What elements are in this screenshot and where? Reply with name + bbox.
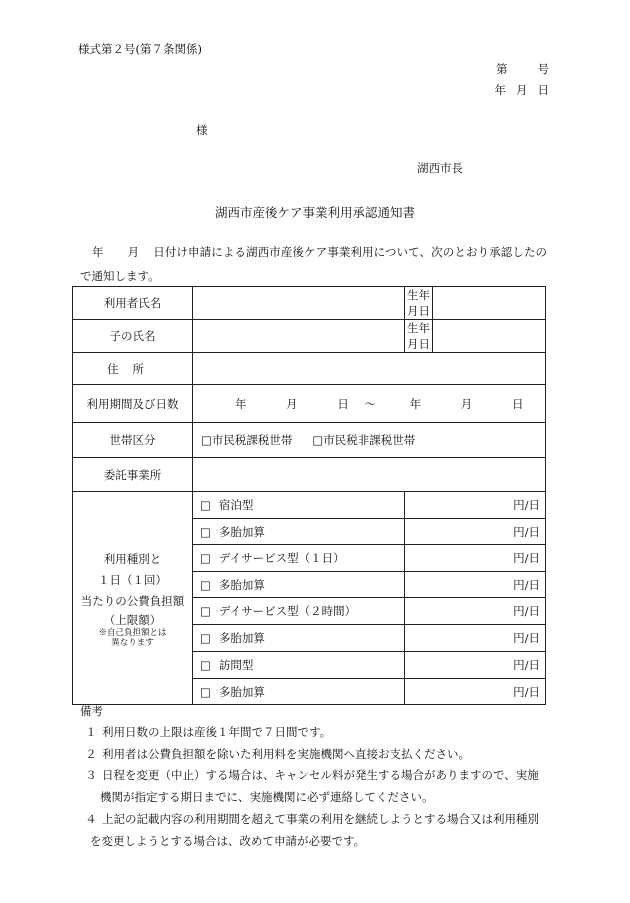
approval-table xyxy=(72,286,546,705)
remark-text: 利用者は公費負担額を除いた利用料を実施機関へ直接お支払ください。 xyxy=(102,747,470,761)
usage-rate: 円/日 xyxy=(405,652,546,679)
intro-paragraph xyxy=(80,240,550,288)
usage-option-label: 多胎加算 xyxy=(218,577,265,592)
remark-text: 上記の記載内容の利用期間を超えて事業の利用を継続しようとする場合又は利用種別 xyxy=(102,812,539,826)
child-name-value[interactable] xyxy=(193,320,405,353)
usage-option-day-service-2hours[interactable] xyxy=(193,598,405,625)
checkbox-icon[interactable]: □ xyxy=(200,498,211,512)
usage-option-multiple-birth-2[interactable] xyxy=(193,572,405,598)
household-label: 世帯区分 xyxy=(73,423,193,458)
usage-option-home-visit[interactable] xyxy=(193,652,405,679)
usage-option-label: 多胎加算 xyxy=(218,684,265,699)
period-label: 利用期間及び日数 xyxy=(73,385,193,423)
period-month-2: 月 xyxy=(460,396,473,411)
household-options xyxy=(193,423,546,458)
contractor-label: 委託事業所 xyxy=(73,458,193,492)
usage-option-stay[interactable] xyxy=(193,492,405,519)
child-birthdate-label: 生年月日 xyxy=(405,320,433,353)
remark-number: ２ xyxy=(85,747,97,761)
usage-rate: 円/日 xyxy=(405,519,546,545)
row-household xyxy=(73,423,546,458)
remark-text: 日程を変更（中止）する場合は、キャンセル料が発生する場合がありますので、実施 xyxy=(102,768,539,782)
period-year-1: 年 xyxy=(235,396,247,411)
usage-label-note-2: 異なります xyxy=(111,637,154,648)
checkbox-icon[interactable]: □ xyxy=(200,631,211,645)
household-option-nontaxable[interactable]: □市民税非課税世帯 xyxy=(312,433,416,447)
checkbox-icon[interactable]: □ xyxy=(200,684,211,699)
remark-text: 利用日数の上限は産後１年間で７日間です。 xyxy=(102,725,332,739)
remark-item-4 xyxy=(80,808,560,852)
usage-rate: 円/日 xyxy=(405,625,546,652)
checkbox-icon[interactable]: □ xyxy=(200,658,211,672)
usage-rate: 円/日 xyxy=(405,572,546,598)
period-month-1: 月 xyxy=(286,396,298,411)
usage-label-note-1: ※自己負担額とは xyxy=(98,627,167,638)
checkbox-icon[interactable]: □ xyxy=(200,551,211,565)
period-value[interactable] xyxy=(193,385,546,423)
form-number: 様式第２号(第７条関係) xyxy=(78,42,202,56)
remark-item-3 xyxy=(80,764,560,808)
document-title: 湖西市産後ケア事業利用承認通知書 xyxy=(214,205,415,220)
checkbox-icon[interactable]: □ xyxy=(200,604,211,618)
date-year: 年 xyxy=(494,83,506,97)
remark-number: １ xyxy=(85,725,97,739)
usage-option-label: デイサービス型（２時間） xyxy=(218,604,357,618)
intro-year: 年 xyxy=(92,245,104,259)
intro-line-1 xyxy=(80,240,550,264)
date-month: 月 xyxy=(516,83,528,97)
issue-date xyxy=(495,85,550,97)
row-contractor xyxy=(73,458,546,492)
checkbox-icon[interactable]: □ xyxy=(200,524,211,539)
period-day-2: 日 xyxy=(511,396,524,411)
date-day: 日 xyxy=(537,83,549,97)
ref-go: 号 xyxy=(537,62,549,76)
contractor-value[interactable] xyxy=(193,458,546,492)
usage-option-multiple-birth-1[interactable] xyxy=(193,519,405,545)
usage-option-label: 多胎加算 xyxy=(218,524,265,539)
user-name-label: 利用者氏名 xyxy=(73,287,193,320)
intro-line-1-text: 日付け申請による湖西市産後ケア事業利用について、次のとおり承認したの xyxy=(153,245,548,259)
address-value[interactable] xyxy=(193,353,546,385)
remark-item-2 xyxy=(80,743,560,765)
row-period xyxy=(73,385,546,423)
usage-rate: 円/日 xyxy=(405,679,546,705)
remarks-heading: 備考 xyxy=(80,704,103,718)
reference-number xyxy=(496,64,549,76)
usage-option-label: 訪問型 xyxy=(218,658,254,672)
ref-dai: 第 xyxy=(496,62,508,76)
period-day-1: 日 xyxy=(337,396,349,411)
intro-month: 月 xyxy=(127,245,140,259)
usage-option-label: 多胎加算 xyxy=(218,631,265,645)
usage-option-multiple-birth-3[interactable] xyxy=(193,625,405,652)
usage-rate: 円/日 xyxy=(405,492,546,519)
usage-rate: 円/日 xyxy=(405,545,546,572)
row-address xyxy=(73,353,546,385)
usage-label-line-2: １日（１回） xyxy=(98,572,167,587)
child-name-label: 子の氏名 xyxy=(73,320,193,353)
row-child-name xyxy=(73,320,546,353)
usage-type-label xyxy=(73,492,193,705)
usage-label-line-1: 利用種別と xyxy=(103,551,162,566)
user-birthdate-label: 生年月日 xyxy=(405,287,433,320)
usage-option-multiple-birth-4[interactable] xyxy=(193,679,405,705)
usage-label-line-4: （上限額） xyxy=(103,612,162,627)
issuer-name: 湖西市長 xyxy=(417,161,463,175)
checkbox-icon[interactable]: □ xyxy=(200,577,211,592)
user-birthdate-value[interactable] xyxy=(433,287,546,320)
addressee-suffix: 様 xyxy=(196,123,208,137)
household-option-taxable[interactable]: □市民税課税世帯 xyxy=(201,433,293,447)
remark-continuation: を変更しようとする場合は、改めて申請が必要です。 xyxy=(90,834,366,848)
remark-number: ３ xyxy=(85,768,97,782)
user-name-value[interactable] xyxy=(193,287,405,320)
period-year-2: 年 xyxy=(409,396,422,411)
child-birthdate-value[interactable] xyxy=(433,320,546,353)
remark-continuation: 機関が指定する期日までに、実施機関に必ず連絡してください。 xyxy=(100,790,434,804)
usage-option-day-service-1day[interactable] xyxy=(193,545,405,572)
address-label xyxy=(73,353,193,385)
row-user-name xyxy=(73,287,546,320)
usage-option-label: 宿泊型 xyxy=(218,498,254,512)
intro-line-2: で通知します。 xyxy=(80,269,160,283)
period-tilde: ～ xyxy=(364,396,376,411)
usage-label-line-3: 当たりの公費負担額 xyxy=(80,593,185,608)
remark-number: ４ xyxy=(85,812,97,826)
usage-row xyxy=(73,492,546,519)
usage-rate: 円/日 xyxy=(405,598,546,625)
address-label-text: 住所 xyxy=(107,361,158,376)
usage-option-label: デイサービス型（１日） xyxy=(218,551,345,565)
remark-item-1 xyxy=(80,721,560,743)
